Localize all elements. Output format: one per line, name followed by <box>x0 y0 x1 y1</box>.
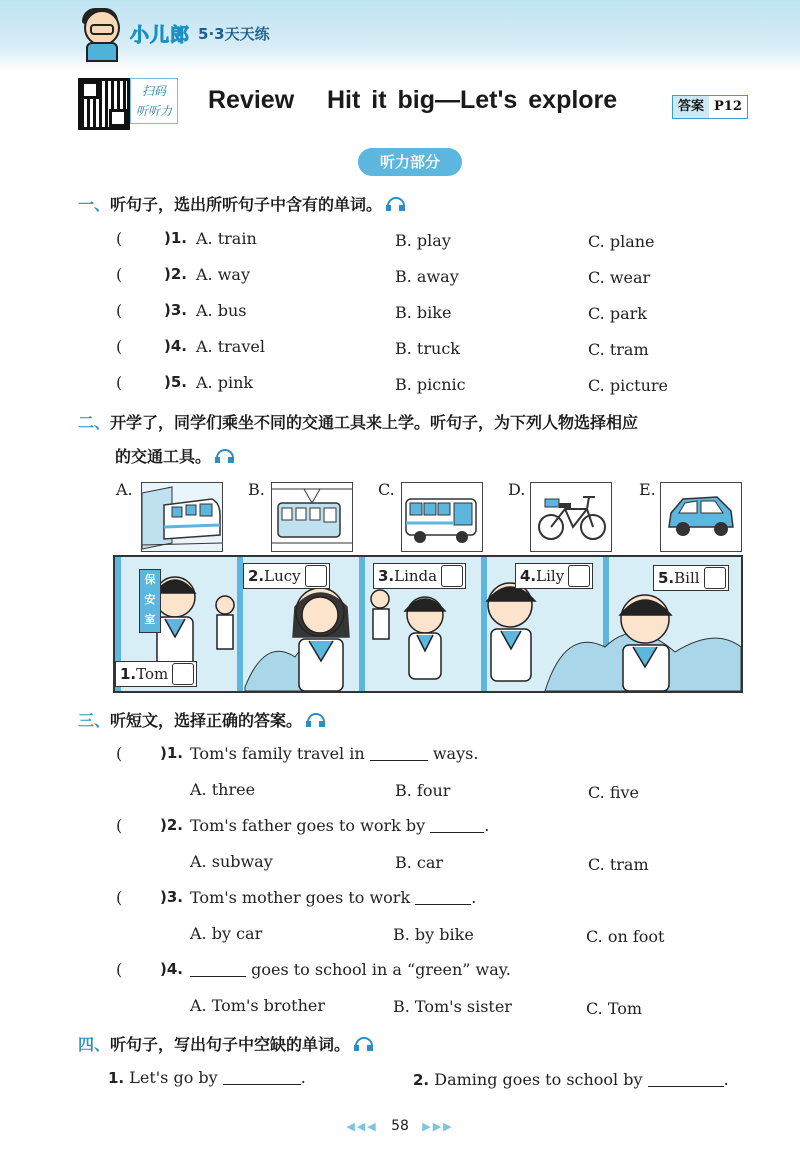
question-number: )1. <box>160 744 183 762</box>
answer-label: 答案 <box>673 96 709 118</box>
headphone-icon[interactable] <box>306 713 324 727</box>
picture-letter-e: E. <box>639 480 656 499</box>
blank[interactable] <box>648 1072 724 1087</box>
option-b[interactable]: B. four <box>395 781 451 800</box>
section1-number: 一、 <box>78 195 111 214</box>
option-c[interactable]: C. wear <box>588 268 651 287</box>
right-arrows-icon: ▶▶▶ <box>422 1120 454 1133</box>
person-label-tom: 1.Tom <box>115 661 197 687</box>
question-stem: Tom's father goes to work by . <box>190 816 490 835</box>
person-label-lucy: 2.Lucy <box>243 563 330 589</box>
scan-line-2: 听听力 <box>135 104 172 118</box>
mascot-icon <box>78 8 122 58</box>
section3-heading <box>78 708 324 731</box>
section2-heading-cont <box>115 444 233 467</box>
option-a[interactable]: A. Tom's brother <box>190 996 326 1015</box>
section4-number: 四、 <box>78 1035 111 1054</box>
school-gate-scene <box>113 555 743 693</box>
page-number: 58 <box>391 1118 409 1134</box>
qr-code-icon[interactable] <box>78 78 130 130</box>
option-a[interactable]: A. by car <box>190 924 263 943</box>
option-c[interactable]: C. on foot <box>586 927 665 946</box>
blank[interactable] <box>370 746 428 761</box>
section1-instruction: 听句子，选出所听句子中含有的单词。 <box>110 195 383 214</box>
answer-box[interactable] <box>172 663 194 685</box>
page-title: Review Hit it big—Let's explore <box>208 86 618 114</box>
section2-heading <box>78 410 638 433</box>
option-c[interactable]: C. picture <box>588 376 669 395</box>
option-b[interactable]: B. away <box>395 267 459 286</box>
option-b[interactable]: B. truck <box>395 339 460 358</box>
question-number: )1. <box>164 229 187 247</box>
scan-line-1: 扫码 <box>141 84 166 98</box>
option-c[interactable]: C. five <box>588 783 640 802</box>
option-a[interactable]: A. three <box>190 780 256 799</box>
option-a[interactable]: A. subway <box>190 852 273 871</box>
person-label-linda: 3.Linda <box>373 563 466 589</box>
picture-letter-c: C. <box>378 480 395 499</box>
question-number: )4. <box>164 337 187 355</box>
answer-reference <box>672 95 748 119</box>
blank[interactable] <box>430 818 484 833</box>
scan-listen-label <box>130 78 178 124</box>
question-number: )5. <box>164 373 187 391</box>
question-number: )3. <box>164 301 187 319</box>
option-b[interactable]: B. car <box>395 853 444 872</box>
blank[interactable] <box>223 1070 301 1085</box>
answer-box[interactable] <box>704 567 726 589</box>
section2-number: 二、 <box>78 413 111 432</box>
section4-instruction: 听句子，写出句子中空缺的单词。 <box>110 1035 351 1054</box>
question-number: )3. <box>160 888 183 906</box>
headphone-icon[interactable] <box>354 1037 372 1051</box>
question-number: )2. <box>164 265 187 283</box>
car-icon[interactable] <box>660 482 742 552</box>
brand-name: 小儿郎 <box>130 23 191 46</box>
guard-room-sign: 保 安 室 <box>139 569 161 633</box>
headphone-icon[interactable] <box>386 197 404 211</box>
option-c[interactable]: C. tram <box>588 855 649 874</box>
answer-page: P12 <box>709 96 747 118</box>
option-b[interactable]: B. by bike <box>393 925 474 944</box>
picture-letter-d: D. <box>508 480 526 499</box>
option-c[interactable]: C. park <box>588 304 647 323</box>
option-a[interactable]: A. bus <box>196 301 247 320</box>
option-a[interactable]: A. way <box>196 265 250 284</box>
picture-letter-b: B. <box>248 480 265 499</box>
question-stem: Tom's mother goes to work . <box>190 888 477 907</box>
left-arrows-icon: ◀◀◀ <box>346 1120 378 1133</box>
brand-subtitle: 5·3天天练 <box>198 24 270 43</box>
bike-icon[interactable] <box>530 482 612 552</box>
option-c[interactable]: C. tram <box>588 340 649 359</box>
section4-question-2: 2. Daming goes to school by . <box>413 1070 729 1089</box>
person-label-bill: 5.Bill <box>653 565 729 591</box>
option-b[interactable]: B. bike <box>395 303 452 322</box>
blank[interactable] <box>190 962 246 977</box>
option-a[interactable]: A. pink <box>196 373 254 392</box>
headphone-icon[interactable] <box>215 449 233 463</box>
listening-section-label: 听力部分 <box>358 148 462 176</box>
blank[interactable] <box>415 890 471 905</box>
person-label-lily: 4.Lily <box>515 563 593 589</box>
option-b[interactable]: B. play <box>395 231 451 250</box>
tram-icon[interactable] <box>271 482 353 552</box>
section2-instruction-line2: 的交通工具。 <box>115 447 212 466</box>
section3-number: 三、 <box>78 711 111 730</box>
answer-box[interactable] <box>305 565 327 587</box>
question-number: )2. <box>160 816 183 834</box>
section2-instruction-line1: 开学了，同学们乘坐不同的交通工具来上学。听句子，为下列人物选择相应 <box>110 413 639 432</box>
section4-question-1: 1. Let's go by . <box>108 1068 306 1087</box>
section4-heading <box>78 1032 372 1055</box>
bus-icon[interactable] <box>401 482 483 552</box>
section1-heading <box>78 192 404 215</box>
answer-box[interactable] <box>568 565 590 587</box>
question-stem: Tom's family travel in ways. <box>190 744 479 763</box>
option-c[interactable]: C. Tom <box>586 999 643 1018</box>
brand-logo <box>78 8 270 58</box>
option-b[interactable]: B. picnic <box>395 375 466 394</box>
option-c[interactable]: C. plane <box>588 232 655 251</box>
question-number: )4. <box>160 960 183 978</box>
question-stem: goes to school in a “green” way. <box>190 960 511 979</box>
section3-instruction: 听短文，选择正确的答案。 <box>110 711 303 730</box>
page-footer <box>0 1118 800 1134</box>
option-a[interactable]: A. travel <box>196 337 265 356</box>
answer-box[interactable] <box>441 565 463 587</box>
option-b[interactable]: B. Tom's sister <box>393 997 512 1016</box>
option-a[interactable]: A. train <box>196 229 257 248</box>
subway-train-icon[interactable] <box>141 482 223 552</box>
picture-letter-a: A. <box>116 480 133 499</box>
